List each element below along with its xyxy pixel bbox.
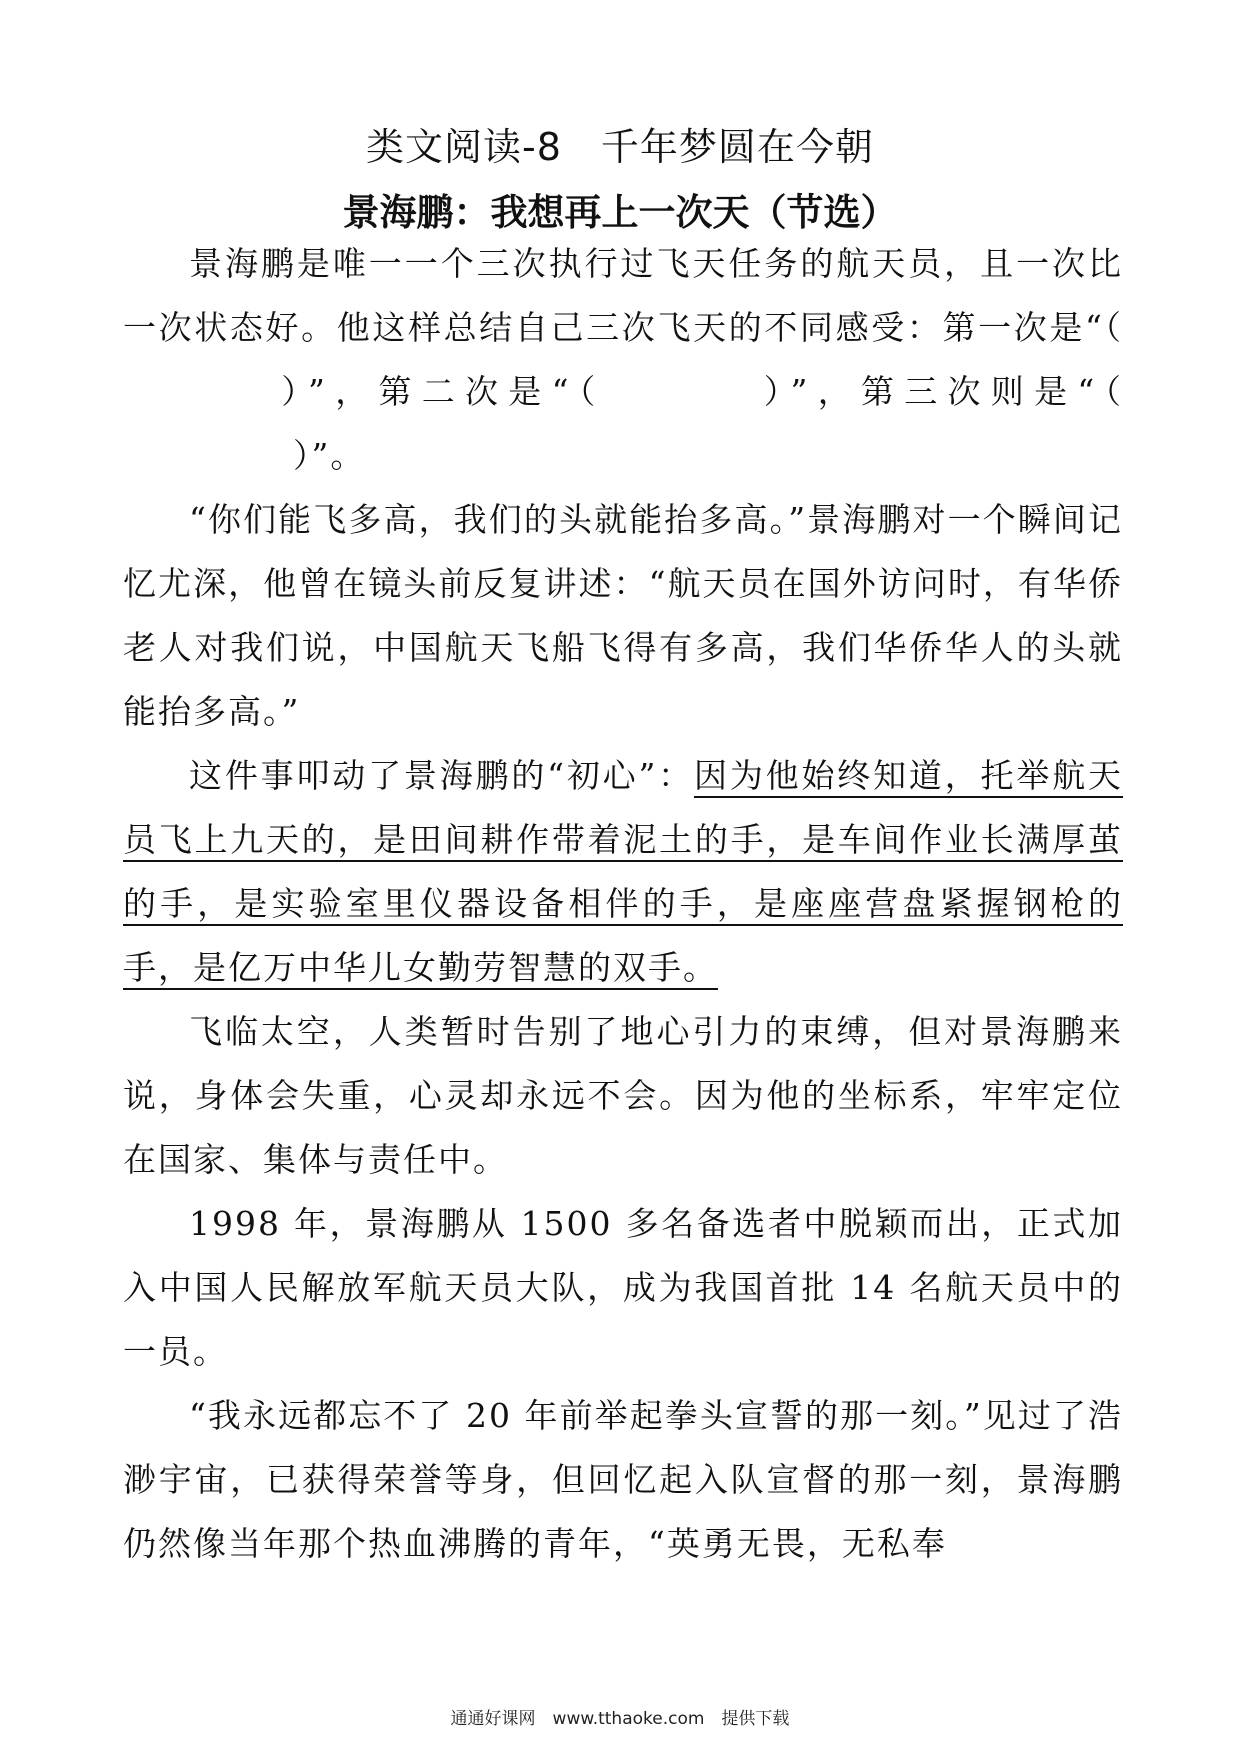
article-subtitle: 景海鹏：我想再上一次天（节选） <box>342 191 898 234</box>
paragraph-1 <box>123 232 1123 488</box>
paragraph-5: 1998 年，景海鹏从 1500 多名备选者中脱颖而出，正式加入中国人民解放军航天员大队，成为我国首批 14 名航天员中的一员。 <box>123 1204 1123 1371</box>
paragraph-6: “我永远都忘不了 20 年前举起拳头宣誓的那一刻。”见过了浩渺宇宙，已获得荣誉等身，但回忆起入队宣督的那一刻，景海鹏仍然像当年那个热血沸腾的青年，“英勇无畏，无私奉 <box>123 1396 1123 1563</box>
underlined-passage: 因为他始终知道，托举航天员飞上九天的，是田间耕作带着泥土的手，是车间作业长满厚茧的手，是实验室里仪器设备相伴的手，是座座营盘紧握钢枪的手，是亿万中华儿女勤劳智慧的双手。 <box>123 756 1124 987</box>
paragraph-2: “你们能飞多高，我们的头就能抬多高。”景海鹏对一个瞬间记忆尤深，他曾在镜头前反复讲述：“航天员在国外访问时，有华侨老人对我们说，中国航天飞船飞得有多高，我们华侨华人的头就能抬多高。” <box>123 500 1123 731</box>
paragraph-3-lead: 这件事叩动了景海鹏的“初心”： <box>189 756 695 795</box>
paragraph-1-text-a: 景海鹏是唯一一个三次执行过飞天任务的航天员，且一次比一次状态好。他这样总结自己三次飞天的不同感受：第一次是“（ <box>123 244 1123 347</box>
paragraph-3 <box>123 744 1123 1000</box>
paragraph-1-text-b: ）”，第二次是“（ <box>273 372 606 411</box>
paragraph-1-text-c: ）”，第三次则是“（ <box>755 372 1123 411</box>
paragraph-4: 飞临太空，人类暂时告别了地心引力的束缚，但对景海鹏来说，身体会失重，心灵却永远不会。因为他的坐标系，牢牢定位在国家、集体与责任中。 <box>123 1012 1123 1179</box>
paragraph-1-text-d: ）”。 <box>293 436 366 475</box>
page-footer: 通通好课网 www.tthaoke.com 提供下载 <box>450 1709 790 1729</box>
page-title: 类文阅读-8 千年梦圆在今朝 <box>366 125 874 169</box>
article-body <box>123 232 1123 1576</box>
